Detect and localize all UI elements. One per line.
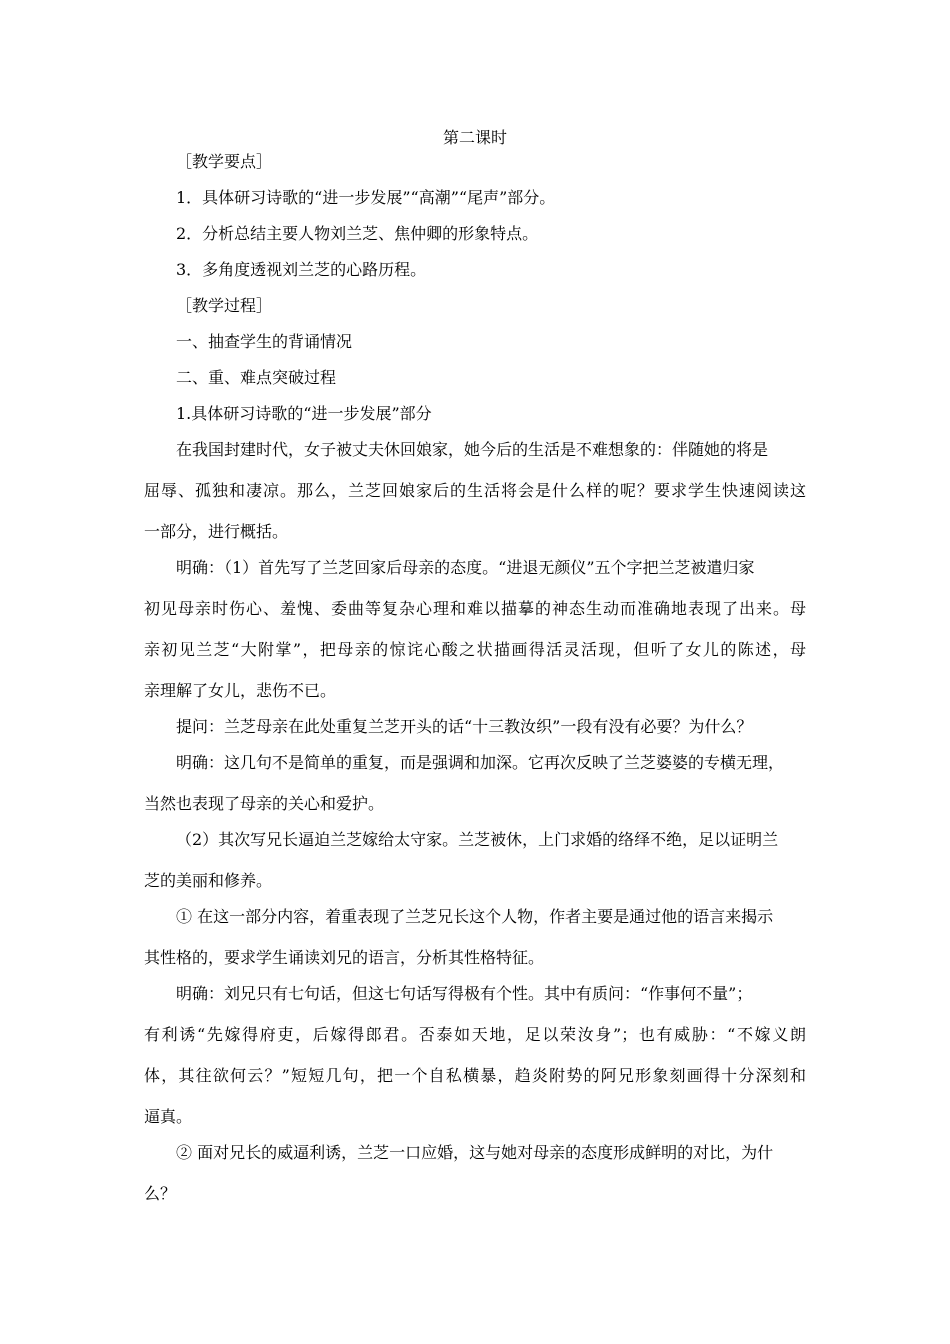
text-line: 在我国封建时代，女子被丈夫休回娘家，她今后的生活是不难想象的：伴随她的将是 bbox=[176, 440, 769, 459]
text-line: 二、重、难点突破过程 bbox=[176, 368, 337, 387]
text-line: 其性格的，要求学生诵读刘兄的语言，分析其性格特征。 bbox=[144, 948, 545, 967]
text-line: 2．分析总结主要人物刘兰芝、焦仲卿的形象特点。 bbox=[176, 224, 539, 243]
page-title: 第二课时 bbox=[442, 128, 507, 147]
text-line: 1.具体研习诗歌的“进一步发展”部分 bbox=[176, 404, 432, 423]
text-line: 一、抽查学生的背诵情况 bbox=[176, 332, 353, 351]
text-line: 逼真。 bbox=[144, 1107, 193, 1126]
text-line: 亲理解了女儿，悲伤不已。 bbox=[144, 681, 337, 700]
text-line: （2）其次写兄长逼迫兰芝嫁给太守家。兰芝被休，上门求婚的络绎不绝，足以证明兰 bbox=[176, 830, 779, 849]
text-line: 初见母亲时伤心、羞愧、委曲等复杂心理和难以描摹的神态生动而准确地表现了出来。母 bbox=[144, 599, 806, 618]
text-line: 明确：刘兄只有七句话，但这七句话写得极有个性。其中有质问：“作事何不量”； bbox=[176, 984, 753, 1003]
text-line: 当然也表现了母亲的关心和爱护。 bbox=[144, 794, 385, 813]
text-line: 1．具体研习诗歌的“进一步发展”“高潮”“尾声”部分。 bbox=[176, 188, 556, 207]
text-line: 亲初见兰芝“大附掌”，把母亲的惊诧心酸之状描画得活灵活现，但听了女儿的陈述，母 bbox=[144, 640, 806, 659]
text-line: ② 面对兄长的威逼利诱，兰芝一口应婚，这与她对母亲的态度形成鲜明的对比，为什 bbox=[176, 1143, 774, 1162]
text-line: 屈辱、孤独和凄凉。那么，兰芝回娘家后的生活将会是什么样的呢？要求学生快速阅读这 bbox=[144, 481, 806, 500]
text-line: 一部分，进行概括。 bbox=[144, 522, 289, 541]
text-line: 3．多角度透视刘兰芝的心路历程。 bbox=[176, 260, 427, 279]
text-line: 体，其往欲何云？”短短几句，把一个自私横暴，趋炎附势的阿兄形象刻画得十分深刻和 bbox=[144, 1066, 806, 1085]
text-line: 有利诱“先嫁得府吏，后嫁得郎君。否泰如天地，足以荣汝身”；也有威胁：“不嫁义朗 bbox=[144, 1025, 806, 1044]
text-line: ① 在这一部分内容，着重表现了兰芝兄长这个人物，作者主要是通过他的语言来揭示 bbox=[176, 907, 774, 926]
text-line: 芝的美丽和修养。 bbox=[144, 871, 273, 890]
text-line: 么？ bbox=[144, 1184, 177, 1203]
text-line: 明确：（1）首先写了兰芝回家后母亲的态度。“进退无颜仪”五个字把兰芝被遣归家 bbox=[176, 558, 755, 577]
text-line: 提问：兰芝母亲在此处重复兰芝开头的话“十三教汝织”一段有没有必要？为什么？ bbox=[176, 717, 753, 736]
section-heading-teaching-process: ［教学过程］ bbox=[176, 296, 273, 315]
section-heading-teaching-points: ［教学要点］ bbox=[176, 152, 273, 171]
text-line: 明确：这几句不是简单的重复，而是强调和加深。它再次反映了兰芝婆婆的专横无理， bbox=[176, 753, 785, 772]
